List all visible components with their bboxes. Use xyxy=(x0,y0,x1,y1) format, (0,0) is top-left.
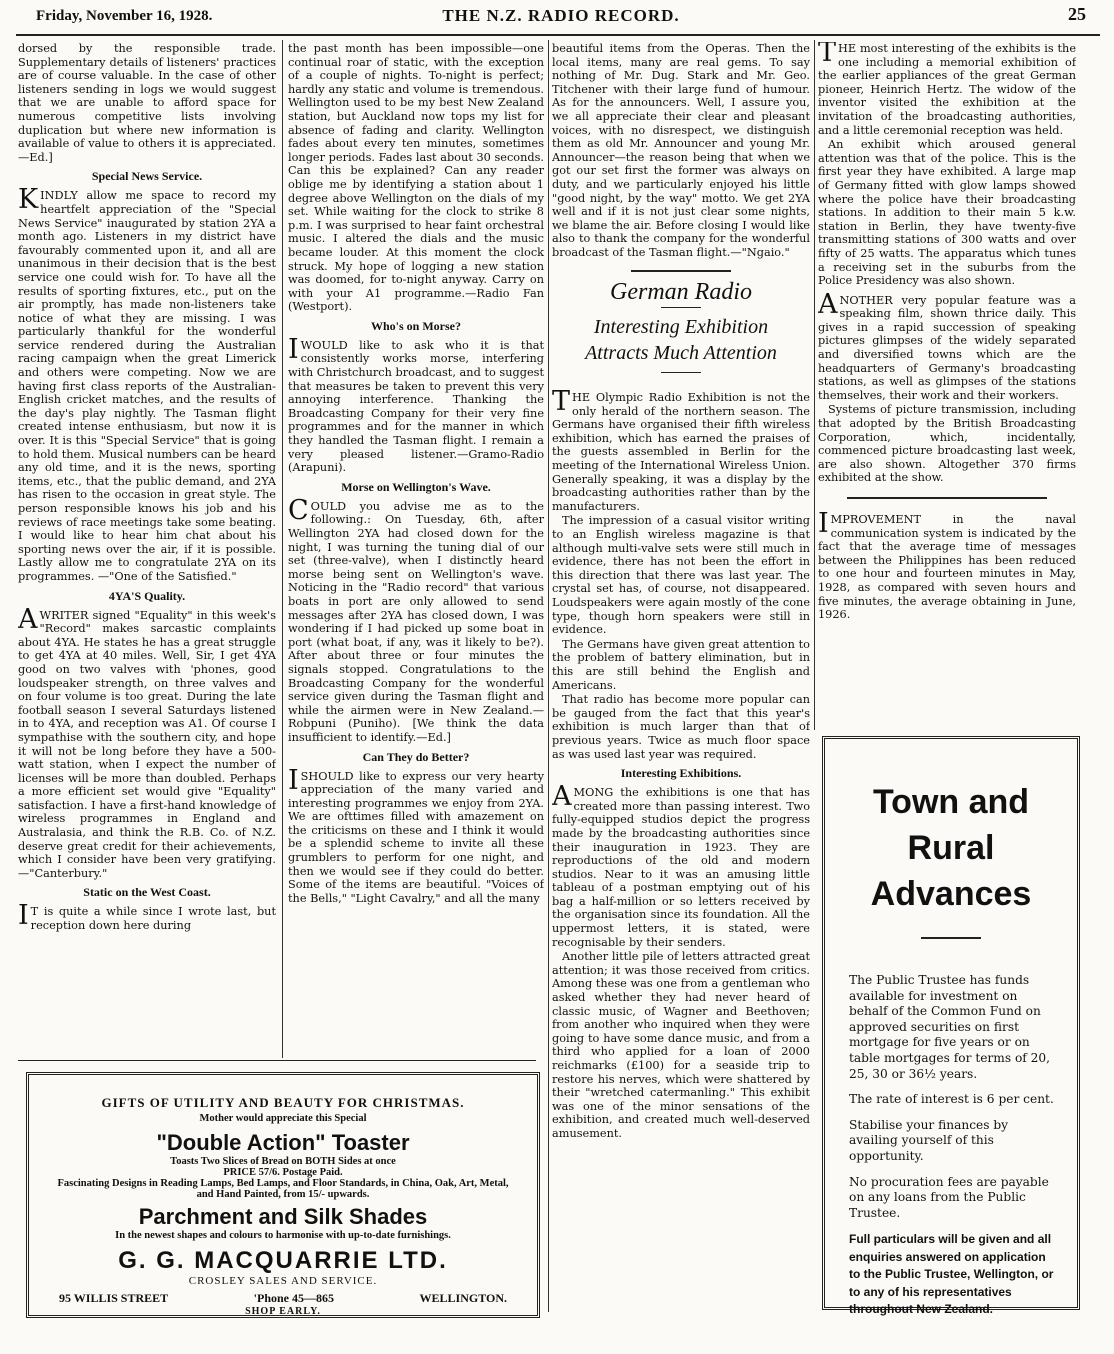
ad-phone: 'Phone 45—865 xyxy=(253,1291,335,1305)
column-4 xyxy=(818,42,1076,708)
hertz-paragraph: THE most interesting of the exhibits is the one including a memorial exhibition of the earlier appliances of the great German pioneer, Heinrich Hertz. The widow of the inventor visited the exhibition at the invitation of the broadcasting authorities, and a little ceremonial reception was held. xyxy=(818,42,1076,137)
article-subtitle-2: Attracts Much Attention xyxy=(585,342,777,365)
ad-city: WELLINGTON. xyxy=(419,1291,507,1305)
ad-top-rule xyxy=(18,1060,536,1061)
heading-whos-on-morse: Who's on Morse? xyxy=(371,318,461,333)
police-paragraph: An exhibit which aroused general attention was that of the police. This is the first year they have exhibited. A large map of Germany fitted with glow lamps showed where the police have their broadcasting stations. In addition to their main 5 k.w. station in Berlin, they have twenty-five transmitting stations of 300 watts and over fifty of 25 watts. The apparatus which tunes a receiving set in the suburbs from the Police Presidency was also shown. xyxy=(818,138,1076,288)
letter-whos-on-morse: IWOULD like to ask who it is that consistently works morse, interfering with Christchurch broadcast, and to suggest that measures be taken to prevent this very annoying interference. Thanking the Broadcasting Company for their very fine programmes and for the manner in which they handled the Tasman flight. I remain a very pleased listener.—Gramo-Radio (Arapuni). xyxy=(288,333,544,475)
ad-shades-description: In the newest shapes and colours to harmonise with up-to-date furnishings. xyxy=(115,1230,451,1241)
column-divider xyxy=(548,40,549,1312)
section-rule xyxy=(847,497,1047,499)
german-radio-paragraph: The impression of a casual visitor writing to an English wireless magazine is that although multi-valve sets were still much in evidence, there has not been the effort in this direction that there was last year. The crystal set has, of course, not disappeared. Loudspeakers were again mostly of the cone type, though horn speakers were still in evidence. xyxy=(552,514,810,637)
letter-special-news: KINDLY allow me space to record my heartfelt appreciation of the "Special News Service" inaugurated by station 2YA a month ago. Listeners in my district have favourably commented upon it, and all are unanimous in their decision that is the best service one could wish for. To have all the results of sporting fixtures, etc., put on the air promptly, has made non-listeners take notice of what they are missing. I was particularly thankful for the wonderful service rendered during the Australian racing campaign when the great Limerick and others were competing. Now we are having first class reports of the Australian-English cricket matches, and the results of the day's play nightly. The Tasman flight created intense enthusiasm, but now it is over. It is this "Special Service" that is going to hold them. Musical numbers can be heard any old time, and it is the news, sporting items, etc., that the public demand, and 2YA has risen to the occasion in great style. The person responsible knows his job and his reviews of race meetings take some beating. I would like to hear him chat about his sporting news over the air, if it is possible. Lastly allow me to congratulate 2YA on its programmes. —"One of the Satisfied." xyxy=(18,184,276,583)
article-title: German Radio xyxy=(610,278,752,305)
column-2 xyxy=(288,42,544,1054)
letter-4ya-quality: AWRITER signed "Equality" in this week's "Record" makes sarcastic complaints about 4YA. He states he has a great struggle to get 4YA at 40 miles. Well, Sir, I get 4YA good on two valves with 'phones, good loudspeaker strength, on three valves and on four volume is too great. During the late football season I several Saturdays listened in to 4YA, and reception was A1. Of course I sympathise with the southern city, and hope it will not be long before they have a 500-watt station, when I expect the number of licenses will be more than doubled. Perhaps a more efficient set would give "Equality" satisfaction. I have a first-hand knowledge of wireless programmes in England and Australasia, and think the R.B. Co. of N.Z. deserve great credit for their achievements, which I consider have been very gratifying.—"Canterbury." xyxy=(18,603,276,880)
ad-tagline: Mother would appreciate this Special xyxy=(199,1113,367,1124)
ad-company-service: CROSLEY SALES AND SERVICE. xyxy=(188,1275,378,1287)
ad-title xyxy=(825,779,1077,917)
letter-better-continued: beautiful items from the Operas. Then the local items, many are real gems. To say nothing of Mr. Dug. Stark and Mr. Geo. Titchener with their large fund of humour. As for the announcers. Well, I assure you, we all appreciate their clear and pleasant voices, with no disrespect, we distinguish them as old Mr. Announcer and young Mr. Announcer—the reason being that when we got our set first the former was always on duty, and we particularly enjoyed his little "good night, by the way" motto. We get 2YA well and if it is not just clear some nights, we blame the air. Before closing I would like also to thank the company for the wonderful broadcast of the Tasman flight.—"Ngaio." xyxy=(552,42,810,259)
heading-can-they-do-better: Can They do Better? xyxy=(362,749,470,764)
naval-communication-paragraph: IMPROVEMENT in the naval communication system is indicated by the fact that the average time of messages between the Philippines has been reduced to one hour and fourteen minutes in May, 1928, as compared with seven hours and five minutes, the average obtaining in June, 1926. xyxy=(818,508,1076,622)
page-number: 25 xyxy=(1068,4,1086,24)
publication-title: THE N.Z. RADIO RECORD. xyxy=(442,6,680,25)
macquarrie-advertisement xyxy=(26,1072,540,1318)
editor-note: dorsed by the responsible trade. Supplementary details of listeners' practices are of course valuable. In the case of other listeners sending in logs we would suggest that we are unable to afford space for numerous competitive lists involving duplication but where new information is available of value to others it is appreciated.—Ed.] xyxy=(18,42,276,164)
german-radio-paragraph: The Germans have given great attention to the problem of battery elimination, but in this are still behind the English and Americans. xyxy=(552,637,810,692)
exhibitions-paragraph: AMONG the exhibitions is one that has created more than passing interest. Two fully-equipped studios depict the progress made by the broadcasting authorities since their inauguration in 1923. They are reproductions of the old and modern studios. Near to it was an amusing little tableau of a postman emptying out of his bag a half-million or so letters received by the organisation since its foundation. All the uppermost letters, it is stated, were recognisable by their senders. xyxy=(552,781,810,949)
letter-static-continued: the past month has been impossible—one continual roar of static, with the exception of a couple of nights. To-night is perfect; hardly any static and volume is tremendous. Wellington used to be my best New Zealand station, but Auckland now tops my list for absence of fading and clarity. Wellington fades about every ten minutes, sometimes longer periods. Fades last about 30 seconds. Can this be explained? Can any reader oblige me by identifying a station about 1 degree above Wellington on the dials of my set. While waiting for the clock to strike 8 p.m. I was surprised to hear faint orchestral music. I altered the dials and the music became louder. At this moment the clock struck. My hope of logging a new station was doomed, for to-night anyway. Carry on with your A1 programme.—Radio Fan (Westport). xyxy=(288,42,544,314)
column-3 xyxy=(552,42,810,1312)
german-radio-paragraph: That radio has become more popular can be gauged from the fact that this year's exhibition is much larger than that of previous years. Twice as much floor space as was used last year was required. xyxy=(552,693,810,761)
ad-shop-early: SHOP EARLY. xyxy=(245,1306,321,1317)
ad-fees-paragraph: No procuration fees are payable on any loans from the Public Trustee. xyxy=(849,1174,1049,1220)
issue-date: Friday, November 16, 1928. xyxy=(36,8,213,24)
heading-special-news: Special News Service. xyxy=(91,169,203,184)
heading-4ya-quality: 4YA'S Quality. xyxy=(108,588,186,603)
title-rule xyxy=(661,307,701,308)
ad-funds-paragraph: The Public Trustee has funds available for investment on behalf of the Common Fund on approved securities on first mortgage for five years or on table mortgages for terms of 20, 25, 30 or 36½ years. xyxy=(849,973,1051,1081)
ad-product-toaster: "Double Action" Toaster xyxy=(156,1130,410,1155)
ad-product-shades: Parchment and Silk Shades xyxy=(138,1204,428,1229)
column-divider xyxy=(282,40,283,1058)
ad-lamps-description: Fascinating Designs in Reading Lamps, Bed Lamps, and Floor Standards, in China, Oak, Art, Metal, and Hand Painted, from 15/- upwards. xyxy=(57,1178,509,1200)
ad-headline: GIFTS OF UTILITY AND BEAUTY FOR CHRISTMAS. xyxy=(101,1095,465,1110)
letter-morse-wellington: COULD you advise me as to the following.: On Tuesday, 6th, after Wellington 2YA had closed down for the night, I was turning the tuning dial of our set (three-valve), when I distinctly heard morse being sent on Wellington's wave. Noticing in the "Radio record" that various boats in port are only allowed to send messages after 2YA has closed down, I was wondering if I had picked up some boat in port (what boat, if any, was it likely to be?). After about three or four minutes the signals stopped. Congratulations to the Broadcasting Company for the wonderful service given during the Tasman flight and while the airmen were in New Zealand.—Robpuni (Puniho). [We think the data insufficient to identify.—Ed.] xyxy=(288,494,544,744)
picture-transmission-paragraph: Systems of picture transmission, including that adopted by the British Broadcasting Corporation, which, incidentally, commenced picture broadcasting last week, are also shown. Altogether 370 firms exhibited at the show. xyxy=(818,403,1076,485)
page-header xyxy=(36,6,1086,32)
speaking-film-paragraph: ANOTHER very popular feature was a speaking film, shown thrice daily. This gives in a rapid succession of speaking pictures glimpses of the widely separated and diversified towns which are the headquarters of Germany's broadcasting stations, as well as glimpses of the stations themselves, their work and their workers. xyxy=(818,288,1076,402)
ad-contact-row xyxy=(29,1287,537,1306)
letter-can-they-do-better: ISHOULD like to express our very hearty appreciation of the many varied and interesting programmes we enjoy from 2YA. We are ofttimes filled with amazement on the criticisms on these and I think it would be a splendid scheme to invite all these grumblers to perform for one night, and then we would see if they could do better. Some of the items are beautiful. "Voices of the Bells," "Light Cavalry," and all the many xyxy=(288,764,544,905)
section-rule xyxy=(631,270,731,272)
ad-body xyxy=(825,973,1077,1319)
header-rule xyxy=(16,34,1100,36)
ad-title-line-1: Town and xyxy=(872,783,1030,821)
subtitle-rule xyxy=(661,372,701,373)
ad-particulars-paragraph: Full particulars will be given and all enquiries answered on application to the Public Trustee, Wellington, or to any of his representatives throughout New Zealand. xyxy=(849,1232,1054,1317)
ad-company-name: G. G. MACQUARRIE LTD. xyxy=(118,1247,448,1274)
column-divider xyxy=(814,40,815,730)
letter-static-west-coast: IT is quite a while since I wrote last, but reception down here during xyxy=(18,900,276,933)
ad-toaster-feature: Toasts Two Slices of Bread on BOTH Sides at once xyxy=(170,1156,396,1167)
ad-stabilise-paragraph: Stabilise your finances by availing yourself of this opportunity. xyxy=(849,1117,1009,1163)
public-trustee-advertisement xyxy=(822,736,1080,1317)
ad-toaster-price: PRICE 57/6. Postage Paid. xyxy=(223,1167,343,1178)
german-radio-paragraph: THE Olympic Radio Exhibition is not the only herald of the northern season. The Germans have organised their fifth wireless exhibition, which has earned the praises of the guests assembled in Berlin for the meeting of the International Wireless Union. Generally speaking, it was a display by the broadcasting authorities rather than by the manufacturers. xyxy=(552,386,810,513)
heading-interesting-exhibitions: Interesting Exhibitions. xyxy=(620,766,742,781)
ad-title-line-2: Rural Advances xyxy=(870,829,1032,913)
heading-static-west-coast: Static on the West Coast. xyxy=(83,885,211,900)
ad-address: 95 WILLIS STREET xyxy=(59,1291,169,1305)
exhibitions-paragraph: Another little pile of letters attracted great attention; it was those received from critics. Among these was one from a gentleman who asked whether they had never heard of classic music, of Wagner and Beethoven; from another who inquired when they were going to have some dance music, and from a third who applied for a loan of 2000 reichmarks (£100) for a seaside trip to restore his nerves, which were shattered by their "wretched catermanling." This exhibit was one of the minor sensations of the exhibition, and created much well-deserved amusement. xyxy=(552,950,810,1140)
column-1 xyxy=(18,42,276,1054)
ad-rule xyxy=(921,937,981,939)
article-subtitle-1: Interesting Exhibition xyxy=(593,316,769,339)
ad-interest-paragraph: The rate of interest is 6 per cent. xyxy=(849,1092,1054,1107)
heading-morse-wellington: Morse on Wellington's Wave. xyxy=(341,479,491,494)
